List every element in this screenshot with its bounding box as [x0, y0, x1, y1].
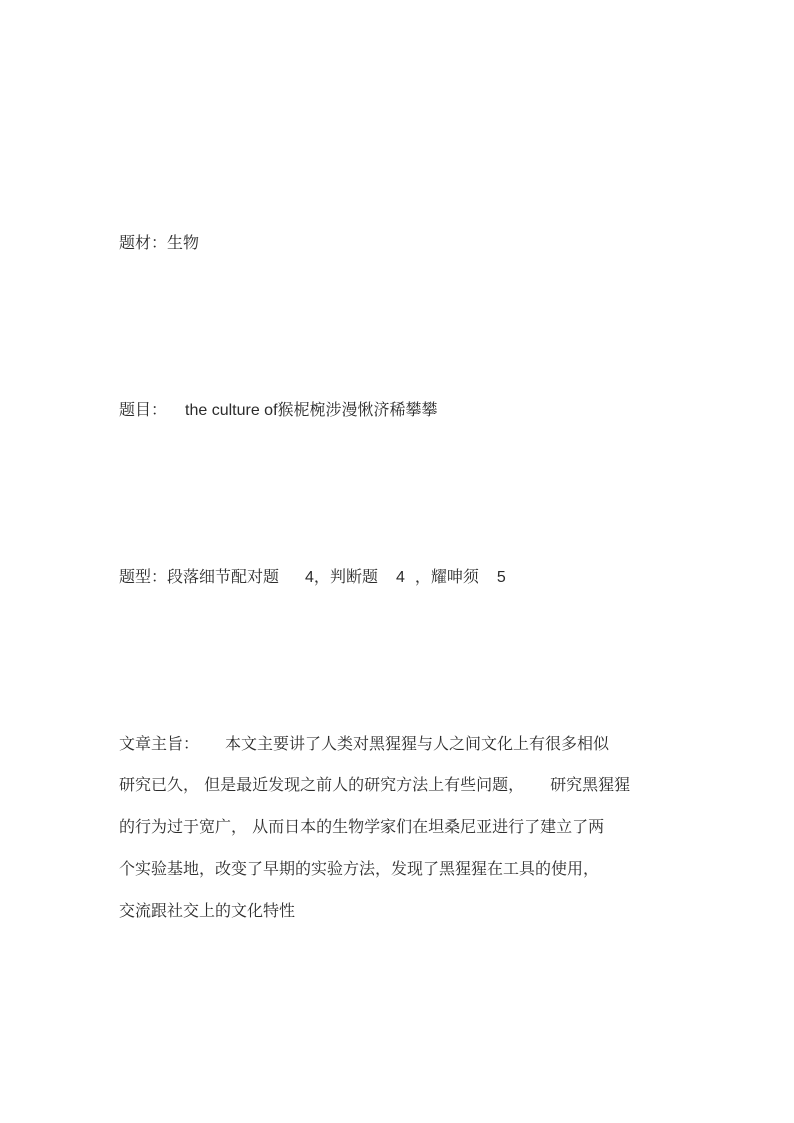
title-value-latin: the culture of [185, 402, 278, 419]
main-idea-text-3: 研究黑猩猩 [550, 775, 631, 794]
question-type-part3: 耀呻须 [430, 567, 479, 586]
subject-label: 题材： [119, 233, 168, 252]
main-idea-text-1: 本文主要讲了人类对黑猩猩与人之间文化上有很多相似 [225, 734, 610, 753]
main-idea-text-2: 研究已久， 但是最近发现之前人的研究方法上有些问题， [119, 775, 525, 794]
main-idea-text-5: 个实验基地，改变了早期的实验方法，发现了黑猩猩在工具的使用， [119, 859, 600, 878]
title-value-cjk: 猴柅椀涉漫愀济稀攀攀 [277, 400, 438, 419]
main-idea-label: 文章主旨： [119, 734, 200, 753]
title-line [119, 400, 438, 421]
subject-line [119, 233, 199, 253]
question-type-count1: 4， [305, 569, 330, 586]
main-idea-line-5 [119, 901, 295, 921]
main-idea-text-4: 的行为过于宽广， 从而日本的生物学家们在坦桑尼亚进行了建立了两 [119, 817, 605, 836]
question-type-count2: 4 [395, 569, 405, 586]
main-idea-line-1 [119, 734, 609, 754]
question-type-sep: ， [414, 567, 431, 586]
title-label: 题目： [119, 400, 168, 419]
question-type-count3: 5 [496, 569, 506, 586]
main-idea-text-6: 交流跟社交上的文化特性 [119, 901, 296, 920]
question-type-line [119, 567, 506, 588]
question-type-part2: 判断题 [329, 567, 378, 586]
main-idea-line-4 [119, 859, 599, 879]
main-idea-line-2 [119, 775, 630, 795]
main-idea-line-3 [119, 817, 604, 837]
question-type-label: 题型： [119, 567, 168, 586]
subject-value: 生物 [167, 233, 200, 252]
question-type-part1: 段落细节配对题 [167, 567, 280, 586]
